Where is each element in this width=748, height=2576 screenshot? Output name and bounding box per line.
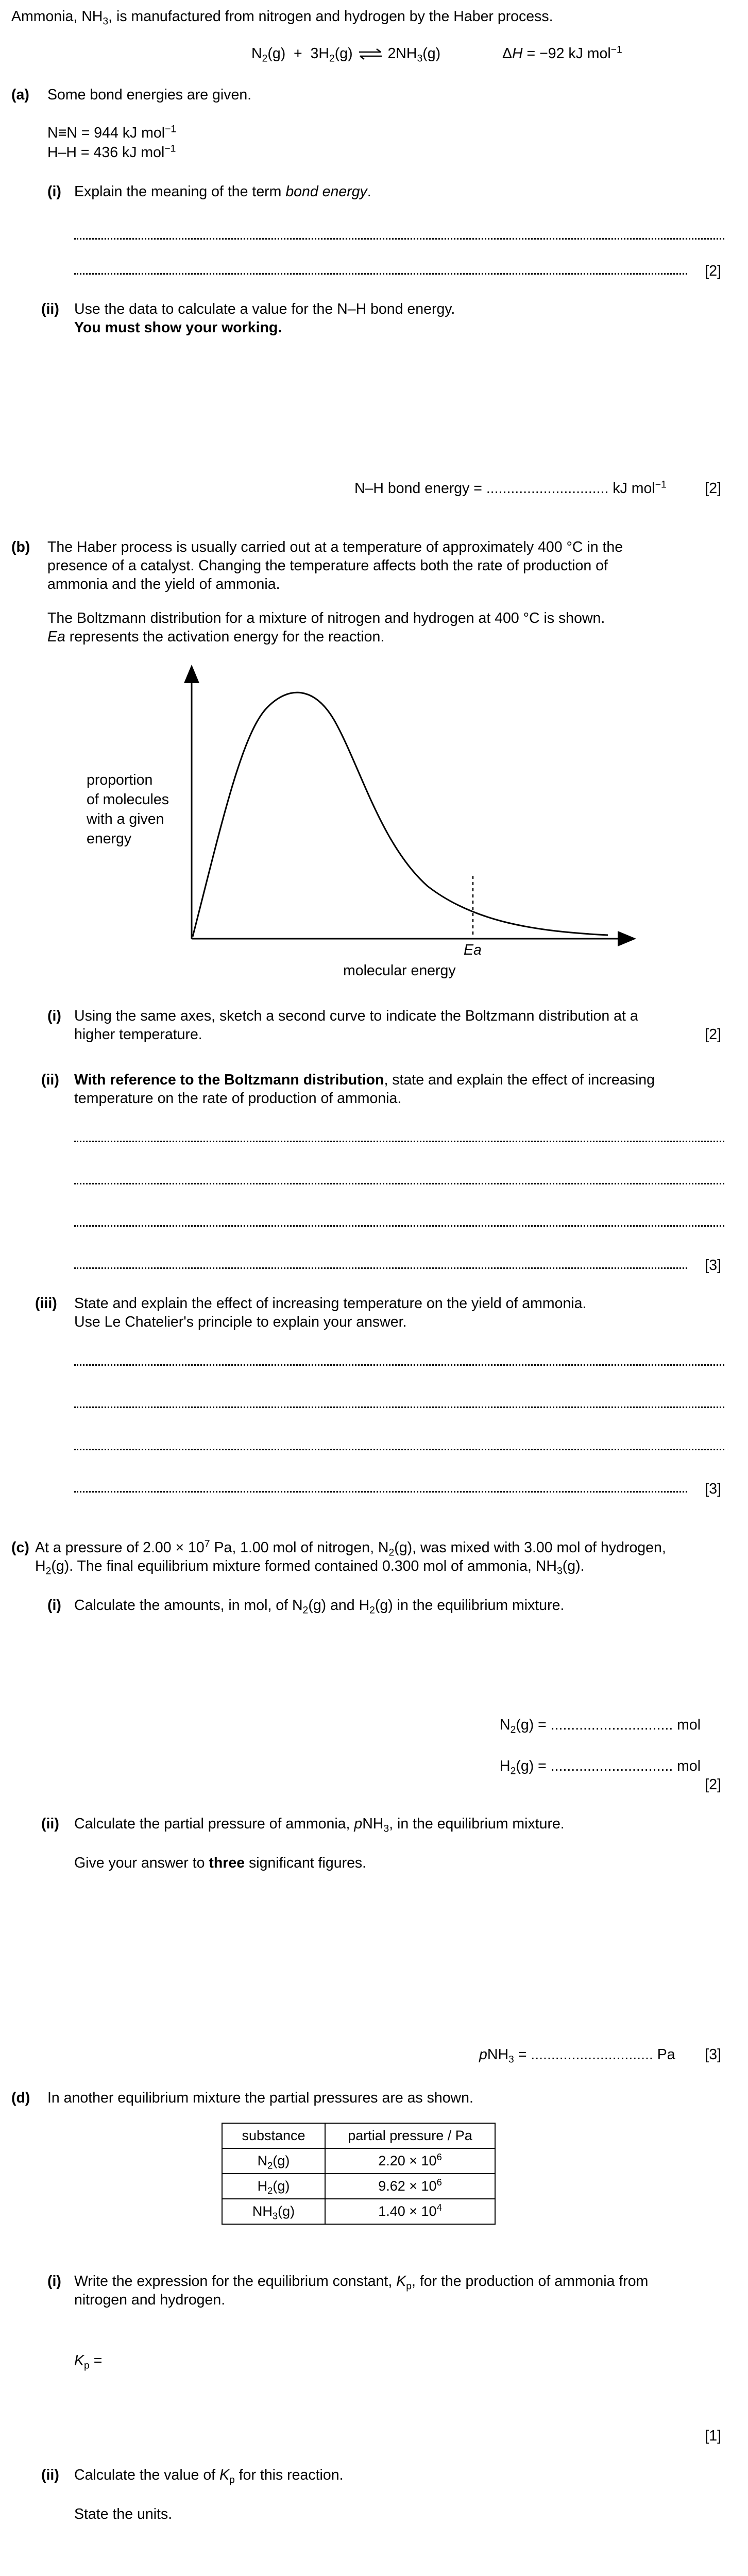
bond-energy-nn: N≡N = 944 kJ mol$^{-1}$ — [47, 123, 177, 141]
part-c-ii-text: Calculate the partial pressure of ammonia, pNH$_3$, in the equilibrium mixture. — [74, 1816, 565, 1835]
marks-d-i: [1] — [705, 2428, 721, 2444]
part-c-ii-label: (ii) — [41, 1816, 59, 1832]
part-b-ii-line-2: temperature on the rate of production of ammonia. — [74, 1090, 402, 1107]
graph-ylabel-1: proportion — [87, 772, 153, 788]
table-row — [222, 2199, 495, 2224]
table-header: substance — [222, 2123, 325, 2148]
answer-line[interactable] — [74, 1225, 724, 1227]
table-cell: $NH_3(g)$ — [222, 2199, 325, 2224]
h2-amount-answer[interactable]: $H_2(g)$ = .............................. mol — [500, 1758, 701, 1777]
part-d-text: In another equilibrium mixture the partial pressures are as shown. — [47, 2090, 473, 2106]
part-b-ii-label: (ii) — [41, 1072, 59, 1088]
table-cell: $H_2(g)$ — [222, 2174, 325, 2199]
table-cell: $2.20 \times 10^6$ — [325, 2148, 495, 2174]
part-a-ii-bold: You must show your working. — [74, 319, 282, 336]
marks-c-ii: [3] — [705, 2046, 721, 2063]
part-b-line-4: The Boltzmann distribution for a mixture of nitrogen and hydrogen at 400 °C is shown. — [47, 610, 605, 626]
part-c-label: (c) — [11, 1539, 29, 1556]
n2-amount-answer[interactable]: $N_2(g)$ = .............................. mol — [500, 1717, 701, 1736]
part-a-text: Some bond energies are given. — [47, 87, 252, 103]
part-c-ii-sig-figs: Give your answer to three significant figures. — [74, 1855, 367, 1871]
marks-a-ii: [2] — [705, 480, 721, 497]
answer-line[interactable] — [74, 1491, 687, 1493]
partial-pressure-table — [222, 2123, 496, 2225]
part-d-ii-units-text: State the units. — [74, 2506, 173, 2522]
part-c-line-1: At a pressure of $2.00 \times 10^7$ Pa, 1.00 mol of nitrogen, $N_2(g)$, was mixed with 3.00 mol of hydrogen, — [35, 1538, 666, 1558]
graph-ea-label: Ea — [464, 942, 482, 958]
part-d-i-line-2: nitrogen and hydrogen. — [74, 2292, 226, 2308]
kp-expression-answer[interactable]: $K_p$ = — [74, 2352, 103, 2371]
marks-c-i: [2] — [705, 1776, 721, 1793]
marks-b-ii: [3] — [705, 1257, 721, 1274]
graph-ylabel-4: energy — [87, 831, 132, 847]
graph-ylabel-2: of molecules — [87, 791, 169, 808]
boltzmann-distribution-graph — [0, 0, 748, 1030]
answer-line[interactable] — [74, 1449, 724, 1450]
table-cell: $1.40 \times 10^4$ — [325, 2199, 495, 2224]
pnh3-answer[interactable]: pNH$_3$ = .............................. Pa — [479, 2046, 675, 2065]
part-d-i-line-1: Write the expression for the equilibrium constant, $K_p$, for the production of ammonia from — [74, 2273, 649, 2292]
part-d-label: (d) — [11, 2090, 30, 2106]
haber-equation: $N_2(g) + 3H_2(g)$ $2NH_3(g)$ — [251, 45, 441, 64]
part-d-ii-text: Calculate the value of $K_p$ for this reaction. — [74, 2467, 344, 2486]
part-b-i-line-1: Using the same axes, sketch a second curve to indicate the Boltzmann distribution at a — [74, 1008, 638, 1024]
table-cell: $9.62 \times 10^6$ — [325, 2174, 495, 2199]
part-a-ii-text: Use the data to calculate a value for the N–H bond energy. — [74, 301, 455, 317]
distribution-curve — [193, 692, 608, 937]
nh-bond-energy-answer[interactable]: N–H bond energy = .............................. kJ mol$^{-1}$ — [354, 479, 667, 497]
part-a-label: (a) — [11, 87, 29, 103]
part-b-line-3: ammonia and the yield of ammonia. — [47, 576, 280, 592]
answer-line[interactable] — [74, 1183, 724, 1184]
bond-energy-hh: H–H = 436 kJ mol$^{-1}$ — [47, 143, 176, 161]
answer-line[interactable] — [74, 1267, 687, 1269]
table-row — [222, 2148, 495, 2174]
marks-b-iii: [3] — [705, 1481, 721, 1497]
part-a-ii-label: (ii) — [41, 301, 59, 317]
table-cell: $N_2(g)$ — [222, 2148, 325, 2174]
answer-line[interactable] — [74, 1364, 724, 1366]
part-c-i-text: Calculate the amounts, in mol, of $N_2(g)$ and $H_2(g)$ in the equilibrium mixture. — [74, 1597, 565, 1616]
graph-ylabel-3: with a given — [87, 811, 164, 827]
enthalpy-change: ΔH = −92 kJ mol$^{-1}$ — [502, 44, 622, 62]
table-header: partial pressure / Pa — [325, 2123, 495, 2148]
part-b-line-5: Ea represents the activation energy for the reaction. — [47, 629, 385, 645]
part-b-i-label: (i) — [47, 1008, 61, 1024]
part-b-i-line-2: higher temperature. — [74, 1026, 202, 1043]
part-b-iii-line-1: State and explain the effect of increasing temperature on the yield of ammonia. — [74, 1295, 587, 1312]
part-b-label: (b) — [11, 539, 30, 555]
graph-xlabel: molecular energy — [343, 962, 456, 979]
part-b-line-1: The Haber process is usually carried out at a temperature of approximately 400 °C in the — [47, 539, 623, 555]
part-c-i-label: (i) — [47, 1597, 61, 1614]
part-d-i-label: (i) — [47, 2273, 61, 2290]
intro-text: Ammonia, $NH_3$, is manufactured from nitrogen and hydrogen by the Haber process. — [11, 8, 553, 27]
part-a-i-label: (i) — [47, 183, 61, 200]
marks-a-i: [2] — [705, 263, 721, 279]
part-a-i-text: Explain the meaning of the term bond energy. — [74, 183, 371, 200]
answer-line[interactable] — [74, 1406, 724, 1408]
part-b-line-2: presence of a catalyst. Changing the temperature affects both the rate of production of — [47, 557, 608, 574]
part-b-iii-label: (iii) — [35, 1295, 57, 1312]
part-b-ii-line-1: With reference to the Boltzmann distribution, state and explain the effect of increasing — [74, 1072, 655, 1088]
part-c-line-2: $H_2(g)$. The final equilibrium mixture formed contained 0.300 mol of ammonia, $NH_3(g)$. — [35, 1558, 585, 1577]
part-d-ii-label: (ii) — [41, 2467, 59, 2483]
part-b-iii-line-2: Use Le Chatelier's principle to explain your answer. — [74, 1314, 407, 1330]
answer-line[interactable] — [74, 1141, 724, 1142]
table-header-row — [222, 2123, 495, 2148]
table-row — [222, 2174, 495, 2199]
marks-b-i: [2] — [705, 1026, 721, 1043]
